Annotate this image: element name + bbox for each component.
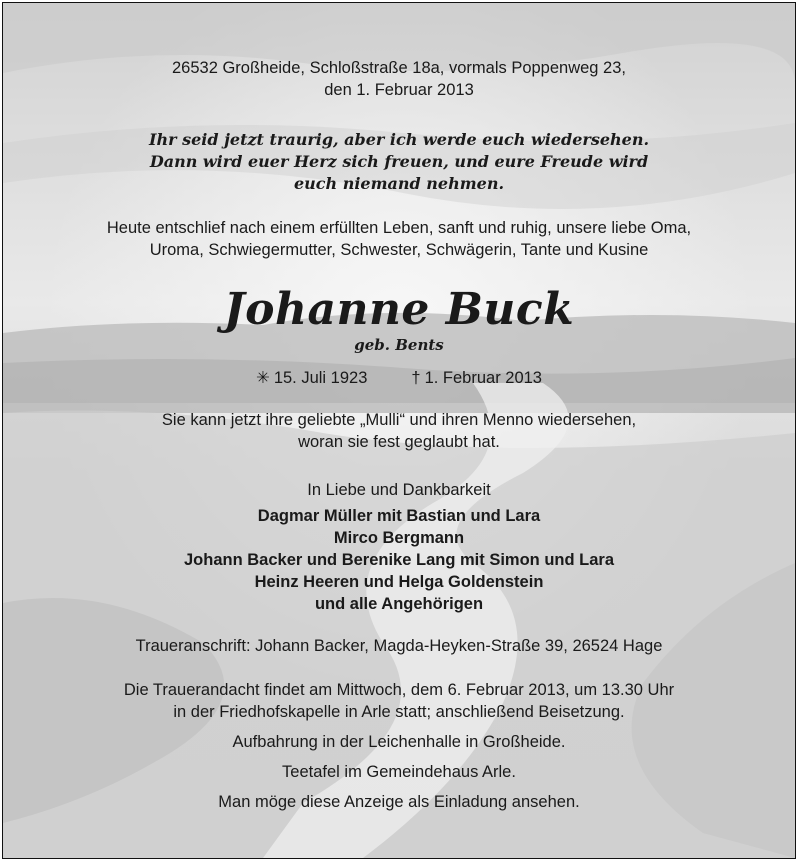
bible-verse xyxy=(3,129,795,195)
mourning-address: Traueranschrift: Johann Backer, Magda-Heyken-Straße 39, 26524 Hage xyxy=(135,637,663,655)
announcement-line: Heute entschlief nach einem erfüllten Leben, sanft und ruhig, unsere liebe Oma, xyxy=(106,219,692,237)
notice-content xyxy=(3,3,795,813)
gathering-info: Teetafel im Gemeindehaus Arle. xyxy=(282,763,516,781)
residence-address: 26532 Großheide, Schloßstraße 18a, vormals Poppenweg 23, xyxy=(171,59,626,77)
tribute-line: woran sie fest geglaubt hat. xyxy=(298,433,500,451)
mourner-name: und alle Angehörigen xyxy=(314,595,484,613)
maiden-name: geb. Bents xyxy=(354,336,444,354)
notice-date: den 1. Februar 2013 xyxy=(324,81,474,99)
death-date: 1. Februar 2013 xyxy=(424,369,542,387)
birth-star-icon: ✳ xyxy=(255,369,270,387)
life-dates xyxy=(3,367,795,389)
birth-date: 15. Juli 1923 xyxy=(273,369,368,387)
announcement-line: Uroma, Schwiegermutter, Schwester, Schwägerin, Tante und Kusine xyxy=(149,241,649,259)
verse-line: Ihr seid jetzt traurig, aber ich werde euch wiedersehen. xyxy=(148,130,650,149)
mourner-name: Mirco Bergmann xyxy=(333,529,465,547)
viewing-info: Aufbahrung in der Leichenhalle in Großheide. xyxy=(232,733,566,751)
invitation-note: Man möge diese Anzeige als Einladung ansehen. xyxy=(218,793,580,811)
deceased-name: Johanne Buck xyxy=(223,284,575,335)
verse-line: euch niemand nehmen. xyxy=(293,174,505,193)
mourner-name: Johann Backer und Berenike Lang mit Simon und Lara xyxy=(184,551,614,569)
verse-line: Dann wird euer Herz sich freuen, und eure Freude wird xyxy=(149,152,649,171)
tribute-line: Sie kann jetzt ihre geliebte „Mulli“ und ihren Menno wiedersehen, xyxy=(161,411,637,429)
service-line: in der Friedhofskapelle in Arle statt; anschließend Beisetzung. xyxy=(173,703,625,721)
death-notice xyxy=(2,2,796,859)
service-line: Die Trauerandacht findet am Mittwoch, dem 6. Februar 2013, um 13.30 Uhr xyxy=(123,681,675,699)
mourners-intro: In Liebe und Dankbarkeit xyxy=(307,481,491,499)
mourner-name: Dagmar Müller mit Bastian und Lara xyxy=(257,507,541,525)
mourner-name: Heinz Heeren und Helga Goldenstein xyxy=(254,573,544,591)
cross-icon: † xyxy=(411,369,421,387)
